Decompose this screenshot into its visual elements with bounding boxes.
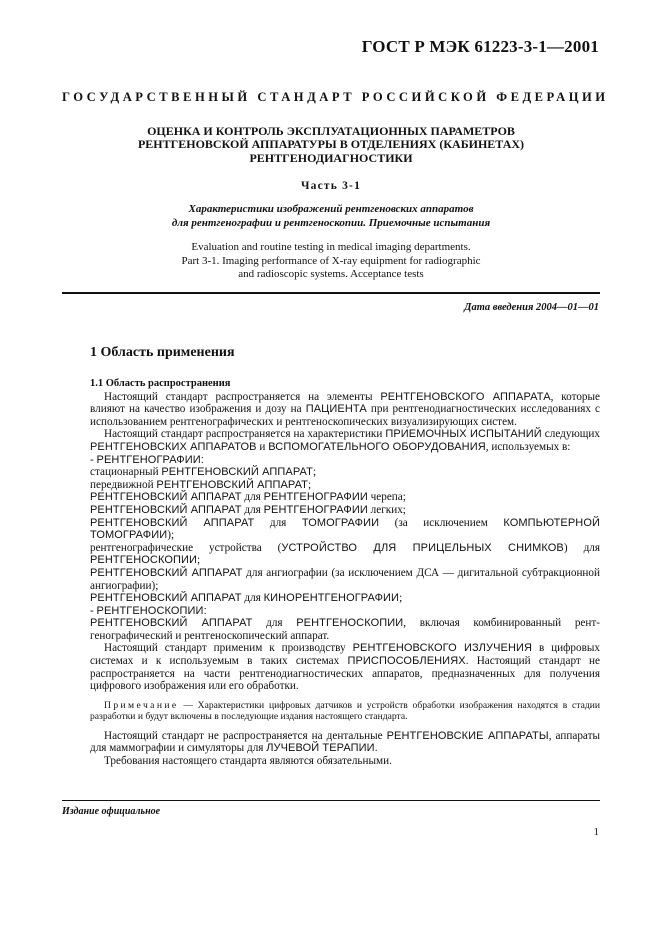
part-label: Часть 3-1 — [300, 180, 362, 192]
list-item: РЕНТГЕНОВСКИЙ АППАРАТ для КИНОРЕНТГЕНОГРАФИИ; — [90, 592, 403, 605]
section-heading: 1 Область применения — [90, 345, 235, 360]
list-item: РЕНТГЕНОВСКИЙ АППАРАТ для ТОМОГРАФИИ (за исключением КОМПЬЮТЕРНОЙ ТОМОГРАФИИ); — [90, 516, 600, 542]
document-title — [92, 125, 570, 165]
paragraph-3: Настоящий стандарт применим к производству РЕНТГЕНОВСКОГО ИЗЛУЧЕНИЯ в цифровых системах и к используемым в таких системах ПРИСПОСОБЛЕНИЯХ. Настоящий стандарт не распространяется на части рентгенодиагностических аппаратов, предназначенных для получения цифрового изображения или его обработки. — [90, 642, 600, 693]
list-item: РЕНТГЕНОВСКИЙ АППАРАТ для РЕНТГЕНОГРАФИИ легких; — [90, 503, 406, 516]
title-line-3: РЕНТГЕНОДИАГНОСТИКИ — [249, 150, 413, 165]
state-standard-heading: ГОСУДАРСТВЕННЫЙ СТАНДАРТ РОССИЙСКОЙ ФЕДЕРАЦИИ — [62, 90, 609, 104]
paragraph-4: Настоящий стандарт не распространяется на дентальные РЕНТГЕНОВСКИЕ АППАРАТЫ, аппараты для маммографии и симуляторы для ЛУЧЕВОЙ ТЕРАПИИ. — [90, 729, 600, 755]
list-item: РЕНТГЕНОВСКИЙ АППАРАТ для ангиографии (за исключением ДСА — дигитальной субтракционной ангиографии); — [90, 566, 600, 592]
standard-number: ГОСТ Р МЭК 61223-3-1—2001 — [361, 37, 599, 56]
list-item: передвижной РЕНТГЕНОВСКИЙ АППАРАТ; — [90, 478, 312, 491]
english-title-line-1: Evaluation and routine testing in medical imaging departments. — [191, 241, 471, 253]
paragraph-2: Настоящий стандарт распространяется на характеристики ПРИЕМОЧНЫХ ИСПЫТАНИЙ следующих РЕНТГЕНОВСКИХ АППАРАТОВ и ВСПОМОГАТЕЛЬНОГО ОБОРУДОВАНИЯ, используемых в: — [90, 428, 600, 453]
list-item: РЕНТГЕНОВСКИЙ АППАРАТ для РЕНТГЕНОСКОПИИ, включая комбинированный рентгенографический и рентгеноскопический аппарат. — [90, 617, 601, 642]
english-title-line-3: and radioscopic systems. Acceptance tests — [238, 268, 424, 280]
list-item: стационарный РЕНТГЕНОВСКИЙ АППАРАТ; — [90, 466, 317, 479]
subsection-heading: 1.1 Область распространения — [90, 378, 231, 389]
note-label: Примечание — [104, 699, 179, 711]
footer-divider — [62, 800, 600, 801]
list-item: рентгенографические устройства (УСТРОЙСТВО ДЛЯ ПРИЦЕЛЬНЫХ СНИМКОВ) для РЕНТГЕНОСКОПИИ; — [90, 541, 600, 567]
introduction-date: Дата введения 2004—01—01 — [464, 302, 599, 313]
paragraph-5: Требования настоящего стандарта являются обязательными. — [104, 754, 392, 767]
title-line-2: РЕНТГЕНОВСКОЙ АППАРАТУРЫ В ОТДЕЛЕНИЯХ (КАБИНЕТАХ) — [137, 137, 525, 152]
page-number: 1 — [593, 826, 599, 838]
note: Примечание — Характеристики цифровых датчиков и устройств обработки изображения находятся в стадии разработки и будут включены в последующие издания настоящего стандарта. — [90, 699, 600, 723]
section-body — [90, 378, 600, 767]
list-item: - РЕНТГЕНОСКОПИИ: — [90, 604, 207, 617]
subtitle-line-1: Характеристики изображений рентгеновских аппаратов — [188, 203, 474, 215]
edition-label: Издание официальное — [62, 806, 161, 817]
paragraph-1: Настоящий стандарт распространяется на элементы РЕНТГЕНОВСКОГО АППАРАТА, которые влияют на качество изображения и дозу на ПАЦИЕНТА при рентгенодиагностических исследованиях с использованием рентгенографических и рентгеноскопических визуализирующих систем. — [90, 390, 600, 428]
title-divider — [62, 292, 600, 294]
list-item: - РЕНТГЕНОГРАФИИ: — [90, 453, 204, 466]
list-item: РЕНТГЕНОВСКИЙ АППАРАТ для РЕНТГЕНОГРАФИИ черепа; — [90, 491, 406, 504]
title-english — [92, 241, 570, 282]
subtitle-russian — [92, 202, 570, 230]
title-line-1: ОЦЕНКА И КОНТРОЛЬ ЭКСПЛУАТАЦИОННЫХ ПАРАМЕТРОВ — [147, 124, 515, 138]
subtitle-line-2: для рентгенографии и рентгеноскопии. Приемочные испытания — [171, 217, 491, 229]
english-title-line-2: Part 3-1. Imaging performance of X-ray equipment for radiographic — [181, 254, 481, 267]
